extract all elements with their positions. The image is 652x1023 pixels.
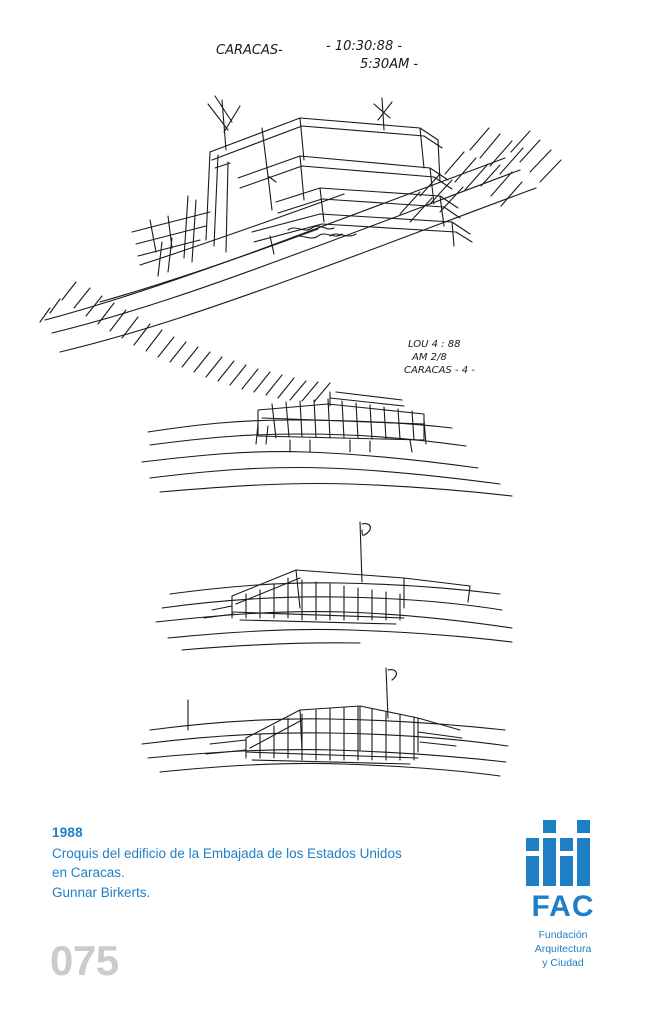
annotation-mid-line3: CARACAS - 4 -	[404, 365, 475, 376]
caption-year: 1988	[52, 825, 83, 840]
fac-subtitle	[508, 928, 618, 971]
page-number: 075	[50, 937, 119, 984]
fac-subtitle-line-3: y Ciudad	[542, 957, 584, 970]
annotation-mid-line1: LOU 4 : 88	[408, 339, 461, 350]
caption-block	[52, 824, 482, 902]
fac-wordmark: FAC	[531, 890, 595, 923]
annotation-mid-line2: AM 2/8	[412, 352, 447, 363]
caption-line-2: en Caracas.	[52, 865, 125, 881]
caption-line-1: Croquis del edificio de la Embajada de los Estados Unidos	[52, 846, 402, 862]
sketch-annotation-group	[216, 39, 475, 376]
annotation-top-right-line2: 5:30AM -	[360, 57, 419, 72]
caption-line-3: Gunnar Birkerts.	[52, 884, 151, 900]
fac-subtitle-line-1: Fundación	[538, 929, 588, 941]
annotation-top-right-line1: - 10:30:88 -	[326, 39, 403, 54]
fac-subtitle-line-2: Arquitectura	[534, 943, 592, 956]
fac-blocks-logo-icon	[526, 820, 600, 886]
caption-text	[52, 844, 482, 901]
fac-logo-block	[508, 820, 618, 971]
annotation-top-left: CARACAS-	[216, 43, 283, 58]
